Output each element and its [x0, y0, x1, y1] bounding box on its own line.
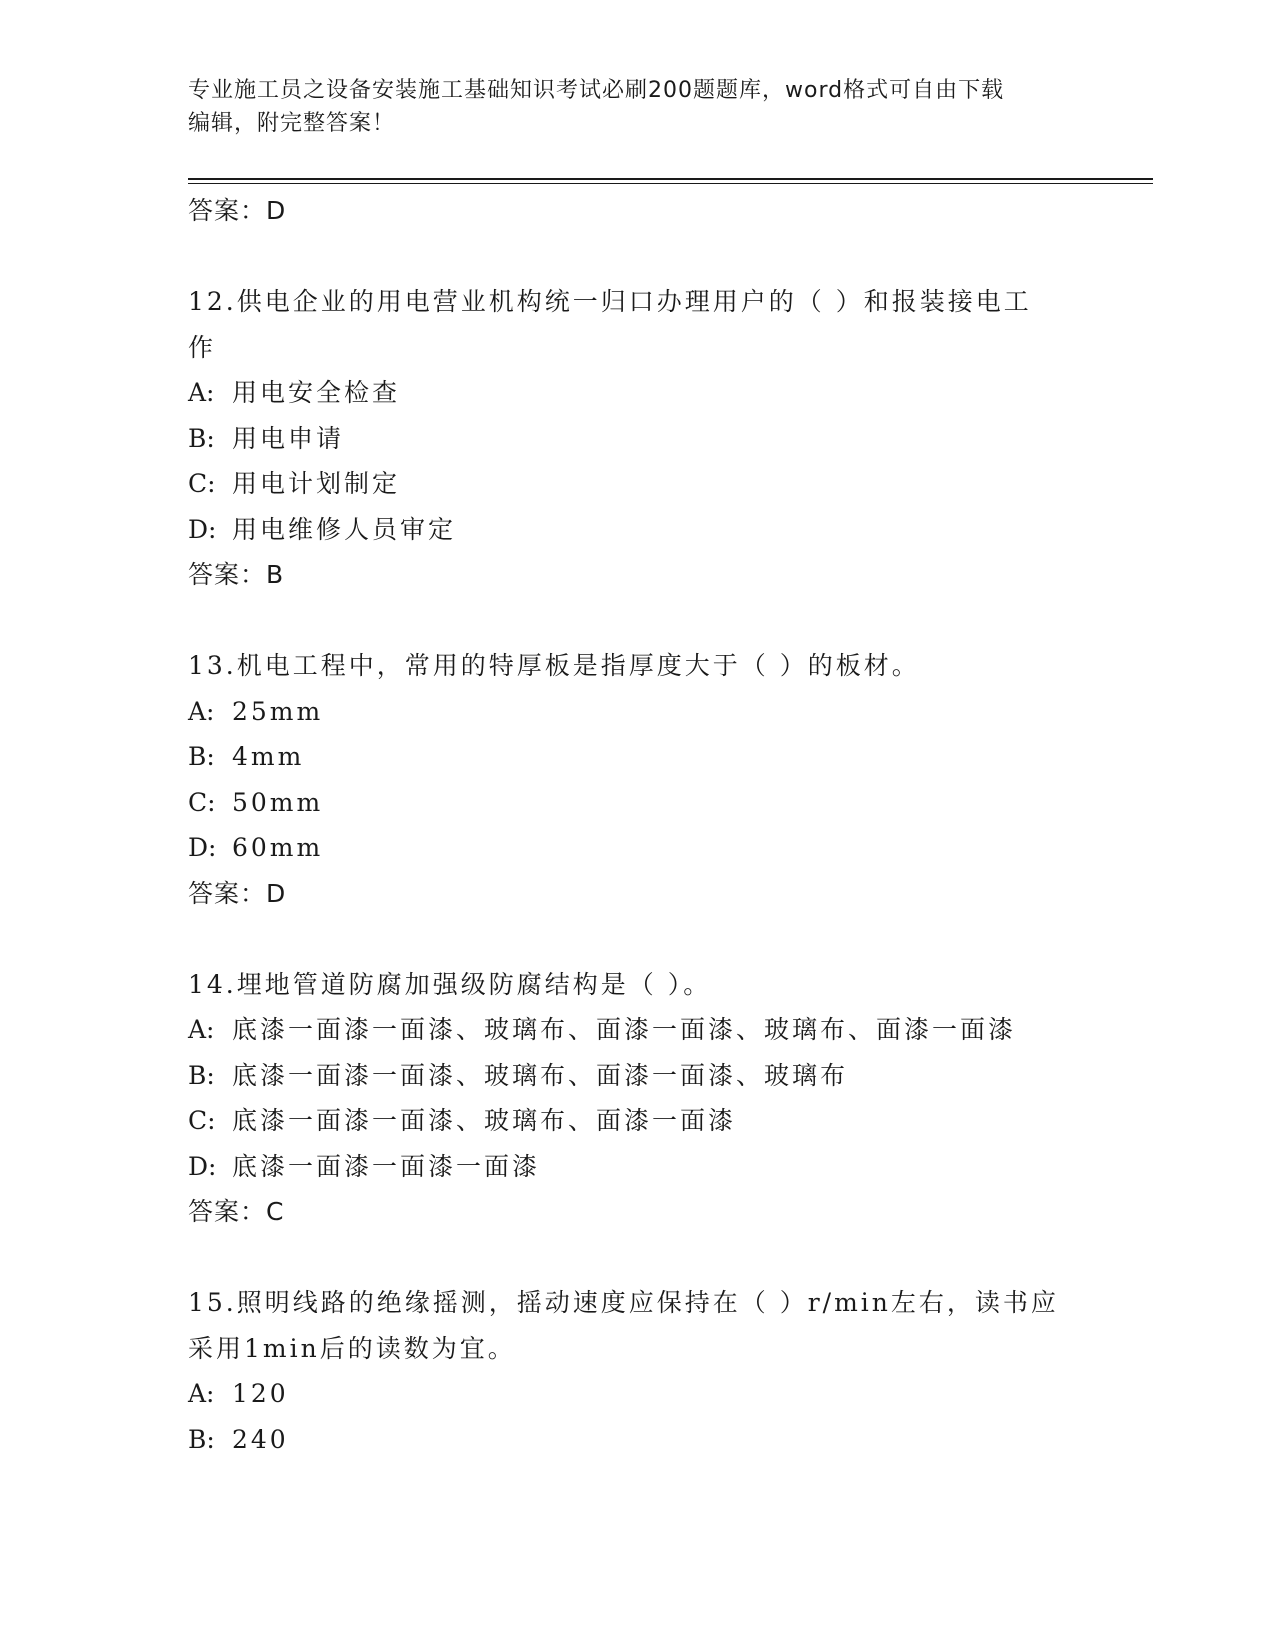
option-letter: B: — [188, 1060, 215, 1090]
option-b — [188, 416, 1088, 462]
question-stem: 13.机电工程中，常用的特厚板是指厚度大于（ ）的板材。 — [188, 651, 920, 680]
header-rule — [188, 178, 1153, 180]
answer-line: 答案：D — [188, 878, 287, 908]
question-14 — [188, 962, 1088, 1235]
option-letter: A: — [188, 1379, 215, 1408]
option-text: 25mm — [232, 696, 324, 726]
option-d — [188, 825, 1088, 871]
header-line: 编辑，附完整答案！ — [188, 111, 396, 136]
option-text: 底漆一面漆一面漆一面漆 — [232, 1151, 541, 1181]
option-text: 用电申请 — [232, 423, 345, 453]
option-letter: A: — [188, 378, 215, 407]
answer-line: 答案：D — [188, 196, 287, 225]
header-line: 专业施工员之设备安装施工基础知识考试必刷200题题库，word格式可自由下载 — [188, 78, 1005, 103]
option-d — [188, 507, 1088, 553]
option-b — [188, 1417, 1088, 1463]
option-text: 60mm — [232, 833, 324, 862]
question-12 — [188, 279, 1088, 597]
option-c — [188, 461, 1088, 507]
question-stem: 采用1min后的读数为宜。 — [188, 1333, 516, 1363]
option-letter: B: — [188, 423, 215, 453]
question-stem: 14.埋地管道防腐加强级防腐结构是（ ）。 — [188, 969, 712, 999]
question-13 — [188, 643, 1088, 916]
option-text: 用电计划制定 — [232, 469, 401, 498]
header-rule-secondary — [188, 183, 1153, 184]
answer-line: 答案：C — [188, 1197, 285, 1226]
question-stem: 作 — [188, 332, 217, 362]
option-text: 120 — [232, 1379, 289, 1408]
question-stem: 12.供电企业的用电营业机构统一归口办理用户的（ ）和报装接电工 — [188, 287, 1032, 316]
option-a — [188, 370, 1088, 416]
option-c — [188, 780, 1088, 826]
option-text: 底漆一面漆一面漆、玻璃布、面漆一面漆、玻璃布、面漆一面漆 — [232, 1015, 1017, 1044]
document-header — [188, 74, 1088, 140]
option-d — [188, 1144, 1088, 1190]
option-letter: C: — [188, 787, 216, 817]
option-b — [188, 1053, 1088, 1099]
option-b — [188, 734, 1088, 780]
option-letter: D: — [188, 833, 217, 862]
option-letter: C: — [188, 1106, 216, 1135]
option-text: 用电维修人员审定 — [232, 514, 457, 544]
option-a — [188, 689, 1088, 735]
option-text: 用电安全检查 — [232, 378, 401, 407]
question-stem: 15.照明线路的绝缘摇测，摇动速度应保持在（ ）r/min左右，读书应 — [188, 1288, 1059, 1317]
question-list — [188, 188, 1088, 1462]
option-a — [188, 1371, 1088, 1417]
option-text: 240 — [232, 1424, 289, 1454]
option-letter: D: — [188, 514, 217, 544]
option-text: 50mm — [232, 787, 324, 817]
option-letter: D: — [188, 1151, 217, 1181]
option-text: 4mm — [232, 742, 305, 771]
option-letter: A: — [188, 1015, 215, 1044]
question-15 — [188, 1280, 1088, 1462]
option-letter: C: — [188, 469, 216, 498]
option-c — [188, 1098, 1088, 1144]
option-letter: B: — [188, 742, 215, 771]
option-text: 底漆一面漆一面漆、玻璃布、面漆一面漆、玻璃布 — [232, 1060, 849, 1090]
option-text: 底漆一面漆一面漆、玻璃布、面漆一面漆 — [232, 1106, 737, 1135]
option-letter: B: — [188, 1424, 215, 1454]
answer-line: 答案：B — [188, 560, 285, 589]
option-a — [188, 1007, 1088, 1053]
option-letter: A: — [188, 696, 215, 726]
